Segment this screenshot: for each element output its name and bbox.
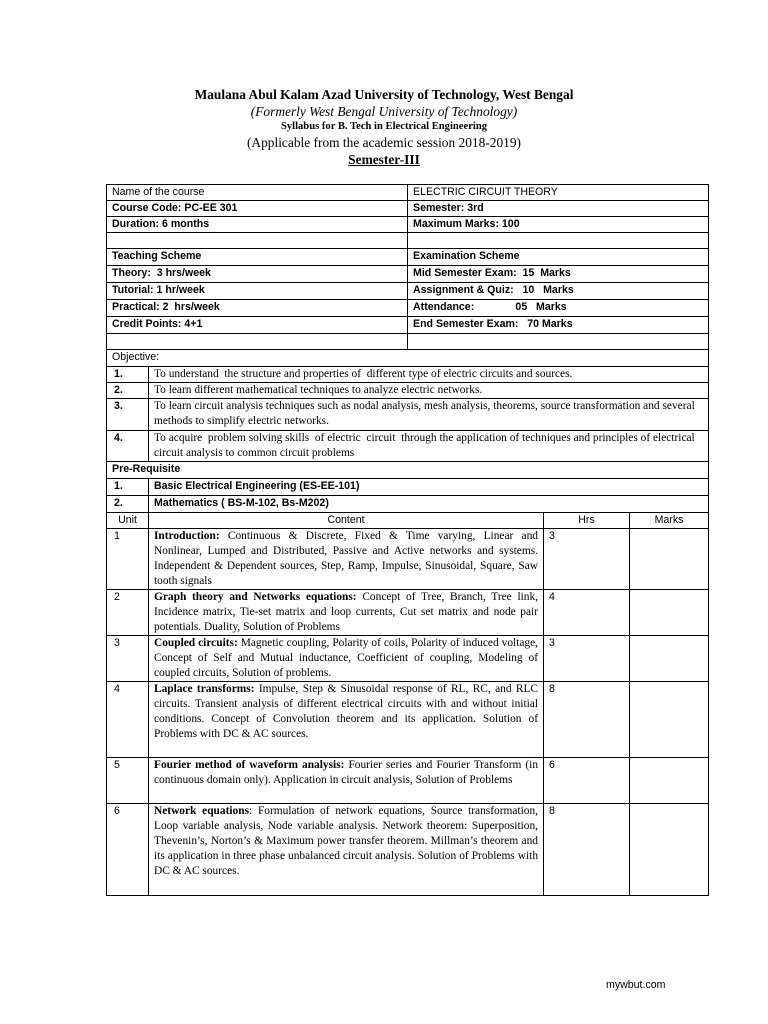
examination-scheme-title: Examination Scheme	[408, 249, 709, 266]
objective-row	[107, 431, 709, 462]
prerequisite-text: Basic Electrical Engineering (ES-EE-101)	[149, 479, 709, 496]
prerequisite-title-row	[107, 462, 709, 479]
content-row	[107, 758, 709, 804]
content-header-row	[107, 513, 709, 529]
mid-semester-marks: Mid Semester Exam: 15 Marks	[408, 266, 709, 283]
prerequisite-num: 1.	[107, 479, 149, 496]
course-code-row	[107, 201, 709, 217]
course-name-row	[107, 185, 709, 201]
scheme-row	[107, 266, 709, 283]
unit-number: 1	[107, 529, 149, 590]
prerequisite-row	[107, 496, 709, 513]
scheme-row	[107, 317, 709, 334]
unit-marks	[630, 758, 709, 804]
unit-hours: 3	[544, 636, 630, 682]
unit-header: Unit	[107, 513, 149, 529]
scheme-row	[107, 300, 709, 317]
unit-content	[149, 529, 544, 590]
content-row	[107, 804, 709, 896]
unit-description: Concept of Tree, Branch, Tree link, Incidence matrix, Tie-set matrix and loop currents, Cut set matrix and node pair potentials. Duality, Solution of Problems	[154, 591, 539, 633]
unit-marks	[630, 590, 709, 636]
semester-title: Semester-III	[348, 152, 420, 167]
unit-marks	[630, 682, 709, 758]
spacer-row	[107, 233, 709, 249]
assignment-marks: Assignment & Quiz: 10 Marks	[408, 283, 709, 300]
unit-marks	[630, 804, 709, 896]
university-name: Maulana Abul Kalam Azad University of Technology, West Bengal	[194, 87, 574, 102]
unit-description: Magnetic coupling, Polarity of coils, Polarity of induced voltage, Concept of Self and Mutual inductance, Coefficient of coupling, Modeling of coupled circuits, Solution of problems.	[154, 637, 539, 679]
prerequisite-text: Mathematics ( BS-M-102, Bs-M202)	[149, 496, 709, 513]
objective-title-row	[107, 350, 709, 367]
objective-row	[107, 367, 709, 383]
objective-num: 2.	[107, 383, 149, 399]
theory-hours: Theory: 3 hrs/week	[107, 266, 408, 283]
course-semester: Semester: 3rd	[408, 201, 709, 217]
objective-row	[107, 399, 709, 431]
objective-text: To learn circuit analysis techniques such as nodal analysis, mesh analysis, theorems, source transformation and several methods to simplify electric networks.	[149, 399, 709, 431]
unit-description: Fourier series and Fourier Transform (in continuous domain only). Application in circuit analysis, Solution of Problems	[154, 759, 539, 786]
unit-title: Fourier method of waveform analysis:	[154, 759, 345, 771]
objective-row	[107, 383, 709, 399]
scheme-row	[107, 283, 709, 300]
unit-number: 5	[107, 758, 149, 804]
footer-watermark: mywbut.com	[606, 979, 666, 991]
content-row	[107, 529, 709, 590]
syllabus-title: Syllabus for B. Tech in Electrical Engineering	[280, 121, 488, 132]
scheme-title-row	[107, 249, 709, 266]
unit-content	[149, 636, 544, 682]
content-header: Content	[149, 513, 544, 529]
empty-cell	[107, 233, 408, 249]
end-semester-marks: End Semester Exam: 70 Marks	[408, 317, 709, 334]
hrs-header: Hrs	[544, 513, 630, 529]
teaching-scheme-title: Teaching Scheme	[107, 249, 408, 266]
unit-content	[149, 682, 544, 758]
content-row	[107, 590, 709, 636]
unit-hours: 3	[544, 529, 630, 590]
objective-num: 4.	[107, 431, 149, 462]
course-code: Course Code: PC-EE 301	[107, 201, 408, 217]
unit-description: Impulse, Step & Sinusoidal response of RL, RC, and RLC circuits. Transient analysis of different electrical circuits with and without initial conditions. Concept of Convolution theorem and its application. Solution of Problems with DC & AC sources.	[154, 683, 539, 740]
empty-cell	[107, 334, 408, 350]
prerequisite-row	[107, 479, 709, 496]
prerequisite-title: Pre-Requisite	[107, 462, 709, 479]
unit-title: Introduction:	[154, 530, 220, 542]
unit-marks	[630, 529, 709, 590]
attendance-marks: Attendance: 05 Marks	[408, 300, 709, 317]
unit-number: 2	[107, 590, 149, 636]
unit-number: 6	[107, 804, 149, 896]
content-row	[107, 636, 709, 682]
course-name-label: Name of the course	[107, 185, 408, 201]
objective-title: Objective:	[107, 350, 709, 367]
marks-header: Marks	[630, 513, 709, 529]
document-header	[0, 86, 768, 169]
empty-cell	[408, 334, 709, 350]
tutorial-hours: Tutorial: 1 hr/week	[107, 283, 408, 300]
prerequisite-num: 2.	[107, 496, 149, 513]
syllabus-table	[106, 184, 709, 896]
unit-hours: 8	[544, 804, 630, 896]
unit-description: Continuous & Discrete, Fixed & Time varying, Linear and Nonlinear, Lumped and Distributed, Passive and Active networks and systems. Independent & Dependent sources, Step, Ramp, Impulse, Sinusoidal, Square, Saw tooth signals	[154, 530, 539, 587]
unit-hours: 4	[544, 590, 630, 636]
objective-num: 1.	[107, 367, 149, 383]
credit-points: Credit Points: 4+1	[107, 317, 408, 334]
course-name-value: ELECTRIC CIRCUIT THEORY	[408, 185, 709, 201]
unit-title: Laplace transforms:	[154, 683, 255, 695]
objective-text: To acquire problem solving skills of electric circuit through the application of techniques and principles of electrical circuit analysis to common circuit problems	[149, 431, 709, 462]
empty-cell	[408, 233, 709, 249]
unit-content	[149, 590, 544, 636]
course-max-marks: Maximum Marks: 100	[408, 217, 709, 233]
unit-number: 3	[107, 636, 149, 682]
unit-title: Graph theory and Networks equations:	[154, 591, 357, 603]
objective-num: 3.	[107, 399, 149, 431]
spacer-row	[107, 334, 709, 350]
objective-text: To learn different mathematical techniques to analyze electric networks.	[149, 383, 709, 399]
course-duration-row	[107, 217, 709, 233]
unit-content	[149, 758, 544, 804]
applicable-session: (Applicable from the academic session 2018-2019)	[246, 135, 522, 150]
former-name: (Formerly West Bengal University of Technology)	[250, 104, 518, 119]
unit-content	[149, 804, 544, 896]
unit-marks	[630, 636, 709, 682]
unit-hours: 8	[544, 682, 630, 758]
unit-title: Network equations	[154, 805, 250, 817]
course-duration: Duration: 6 months	[107, 217, 408, 233]
unit-number: 4	[107, 682, 149, 758]
unit-description: : Formulation of network equations, Source transformation, Loop variable analysis, Node variable analysis. Network theorem: Superposition, Thevenin’s, Norton’s & Maximum power transfer theorem. Millman’s theorem and its application in three phase unbalanced circuit analysis. Solution of Problems with DC & AC sources.	[154, 805, 539, 877]
content-row	[107, 682, 709, 758]
unit-hours: 6	[544, 758, 630, 804]
objective-text: To understand the structure and properties of different type of electric circuits and sources.	[149, 367, 709, 383]
practical-hours: Practical: 2 hrs/week	[107, 300, 408, 317]
unit-title: Coupled circuits:	[154, 637, 238, 649]
